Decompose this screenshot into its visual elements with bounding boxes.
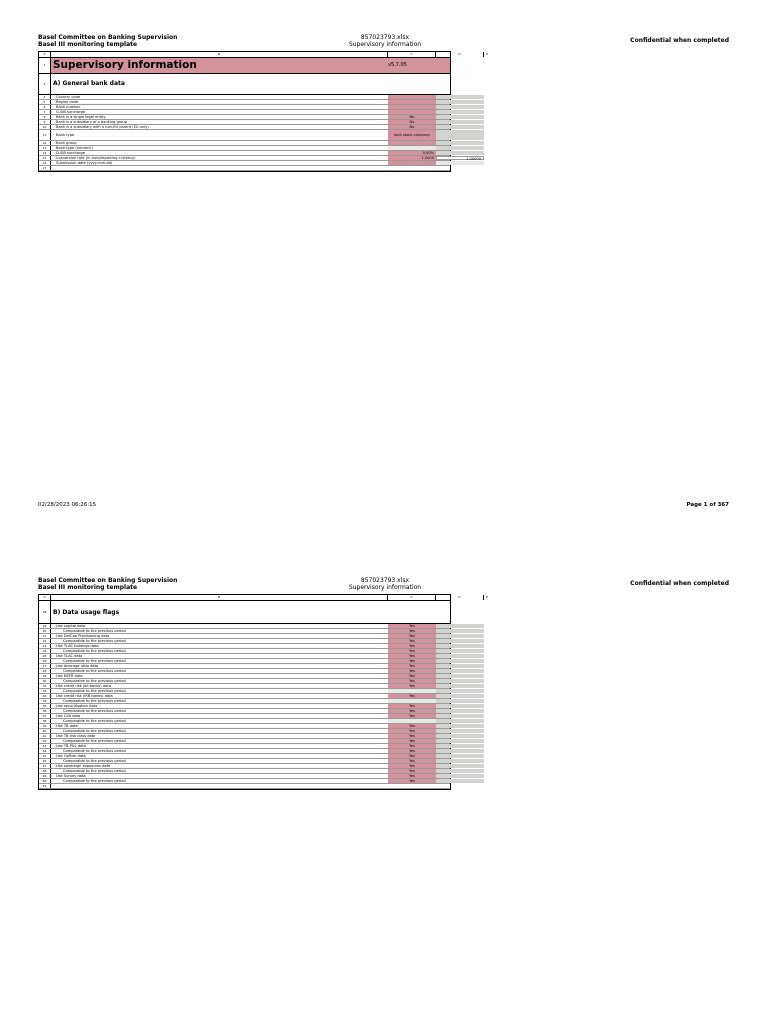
row-label: Use CVA data [56, 714, 81, 718]
header-center [320, 577, 450, 591]
row-label: Comparable to the previous period [63, 649, 126, 653]
row-label: Use TB P&L data [56, 744, 86, 748]
header-org: Basel Committee on Banking Supervision [38, 577, 178, 584]
input-cell-c[interactable] [388, 146, 436, 150]
row-number: 21 [39, 634, 51, 638]
flag-cell-c[interactable] [388, 699, 436, 703]
input-cell-c[interactable]: No [388, 115, 436, 119]
row-number: 4 [39, 95, 51, 99]
input-cell-c[interactable]: 0.00% [388, 151, 436, 155]
row-number: 40 [39, 729, 51, 733]
row-label: Comparable to the previous period [63, 729, 126, 733]
flag-cell-c[interactable]: Yes [388, 659, 436, 663]
row-number: 19 [39, 624, 51, 628]
input-cell-c[interactable]: 1.0000 [388, 156, 436, 160]
header-file: 857023793.xlsx [360, 577, 410, 584]
locked-cell-d [436, 105, 484, 109]
locked-cell-d [436, 764, 484, 768]
row-number: 31 [39, 684, 51, 688]
locked-cell-d [436, 704, 484, 708]
col-header-c[interactable]: C [388, 595, 436, 600]
row-number: 8 [39, 115, 51, 119]
row-number: 24 [39, 649, 51, 653]
flag-cell-c[interactable]: Yes [388, 624, 436, 628]
flag-cell-c[interactable]: Yes [388, 769, 436, 773]
row-label: Bank is a subsidiary with a non-EU parent (EU only) [56, 125, 149, 129]
row-number: 10 [39, 125, 51, 129]
row-number: 12 [39, 141, 51, 145]
row-number: 6 [39, 105, 51, 109]
row-label: Bank is a subsidiary of a banking group [56, 120, 127, 124]
table-row [39, 130, 450, 141]
flag-cell-c[interactable]: Yes [388, 644, 436, 648]
flag-cell-c[interactable]: Yes [388, 779, 436, 783]
input-cell-c[interactable] [388, 141, 436, 145]
locked-cell-d [436, 684, 484, 688]
locked-cell-d [436, 644, 484, 648]
data-usage-flag-rows [39, 624, 450, 789]
section-row-b [39, 601, 450, 624]
col-header-b[interactable]: B [51, 52, 388, 57]
section-row-a [39, 74, 450, 95]
row-number: 18 [39, 601, 51, 623]
row-number: 29 [39, 674, 51, 678]
row-number: 13 [39, 146, 51, 150]
locked-cell-d [436, 624, 484, 628]
locked-cell-d [436, 734, 484, 738]
header-left [38, 34, 177, 48]
row-number: 46 [39, 759, 51, 763]
col-header-d[interactable]: D [436, 595, 484, 600]
input-cell-c[interactable] [388, 161, 436, 165]
col-header-b[interactable]: B [51, 595, 388, 600]
row-label: Bank is a single legal entity [56, 115, 106, 119]
sheet-page-1 [38, 51, 488, 172]
row-label: G-SIB surcharge [56, 110, 85, 114]
locked-cell-d [436, 769, 484, 773]
locked-cell-d [436, 95, 484, 99]
row-number: 5 [39, 100, 51, 104]
input-cell-c[interactable]: Joint stock company [388, 130, 436, 140]
col-header-a[interactable]: A [39, 52, 51, 57]
row-label: Use credit risk (all banks) data [56, 684, 111, 688]
row-number: 48 [39, 769, 51, 773]
header-left [38, 577, 177, 591]
locked-cell-d [436, 639, 484, 643]
header-file: 857023793.xlsx [360, 34, 410, 41]
row-label: Use TLAC data [56, 654, 83, 658]
flag-cell-c[interactable] [388, 719, 436, 723]
row-label: Comparable to the previous period [63, 699, 126, 703]
flag-cell-c[interactable]: Yes [388, 629, 436, 633]
locked-cell-d [436, 654, 484, 658]
row-label: Bank type (numeric) [56, 146, 93, 150]
locked-cell-d [436, 719, 484, 723]
locked-cell-d [436, 100, 484, 104]
row-label: Comparable to the previous period [63, 779, 126, 783]
flag-cell-c[interactable]: Yes [388, 679, 436, 683]
row-number: 37 [39, 714, 51, 718]
row-number: 38 [39, 719, 51, 723]
row-label: Use TB data [56, 724, 78, 728]
flag-cell-c[interactable]: Yes [388, 704, 436, 708]
row-number: 34 [39, 699, 51, 703]
row-number: 26 [39, 659, 51, 663]
row-label: Use Survey data [56, 774, 86, 778]
row-number: 39 [39, 724, 51, 728]
locked-cell-d [436, 166, 484, 170]
row-number: 28 [39, 669, 51, 673]
row-label: Use securitisation data [56, 704, 98, 708]
row-number: 36 [39, 709, 51, 713]
row-number: 41 [39, 734, 51, 738]
flag-cell-c[interactable]: Yes [388, 739, 436, 743]
row-number: 43 [39, 744, 51, 748]
row-label: Use credit risk (IRB banks) data [56, 694, 113, 698]
locked-cell-d [436, 669, 484, 673]
row-label: Comparable to the previous period [63, 659, 126, 663]
row-label: Comparable to the previous period [63, 759, 126, 763]
sheet-page-2 [38, 594, 488, 790]
locked-cell-d [436, 694, 484, 698]
locked-cell-d [436, 774, 484, 778]
title-row [39, 58, 450, 74]
flag-cell-c [388, 784, 436, 788]
page-title: Supervisory information [53, 59, 197, 71]
header-sheet: Supervisory information [348, 41, 422, 48]
section-title-a: A) General bank data [53, 80, 125, 87]
row-label: Use TLAC holdings data [56, 644, 99, 648]
col-header-a[interactable]: A [39, 595, 51, 600]
row-number: 44 [39, 749, 51, 753]
row-label: Comparable to the previous period [63, 639, 126, 643]
locked-cell-d [436, 161, 484, 165]
flag-cell-c[interactable]: Yes [388, 734, 436, 738]
table-row [39, 784, 450, 789]
row-number: 9 [39, 120, 51, 124]
locked-cell-d [436, 634, 484, 638]
row-number: 45 [39, 754, 51, 758]
locked-cell-d [436, 679, 484, 683]
locked-cell-d [436, 749, 484, 753]
row-number: 35 [39, 704, 51, 708]
locked-cell-d [436, 125, 484, 129]
row-label: Bank group [56, 141, 77, 145]
row-number: 14 [39, 151, 51, 155]
row-label: Country code [56, 95, 81, 99]
footer-date: 02/28/2023 06:26:15 [38, 502, 97, 508]
flag-cell-c[interactable]: Yes [388, 754, 436, 758]
row-label: Comparable to the previous period [63, 769, 126, 773]
locked-cell-d [436, 709, 484, 713]
locked-cell-d [436, 744, 484, 748]
row-label: Comparable to the previous period [63, 749, 126, 753]
locked-cell-d [436, 110, 484, 114]
flag-cell-c[interactable]: Yes [388, 669, 436, 673]
row-number: 16 [39, 161, 51, 165]
row-number: 33 [39, 694, 51, 698]
general-bank-data-rows [39, 95, 481, 171]
row-number: 23 [39, 644, 51, 648]
input-cell-c [388, 166, 436, 170]
flag-cell-c[interactable]: Yes [388, 684, 436, 688]
row-number: 22 [39, 639, 51, 643]
row-number: 32 [39, 689, 51, 693]
locked-cell-d [436, 699, 484, 703]
row-label: Comparable to the previous period [63, 709, 126, 713]
locked-cell-d [436, 689, 484, 693]
flag-cell-c[interactable]: Yes [388, 709, 436, 713]
col-header-e[interactable]: E [486, 52, 488, 56]
locked-cell-d [436, 759, 484, 763]
flag-cell-c[interactable]: Yes [388, 639, 436, 643]
row-number: 42 [39, 739, 51, 743]
flag-cell-c[interactable]: Yes [388, 764, 436, 768]
row-number: 20 [39, 629, 51, 633]
footer-page: Page 1 of 367 [686, 502, 729, 508]
row-label: Comparable to the previous period [63, 669, 126, 673]
locked-cell-d [436, 130, 484, 140]
locked-cell-d [436, 754, 484, 758]
locked-cell-d [436, 141, 484, 145]
row-label: Submission date (yyyy-mm-dd) [56, 161, 113, 165]
input-cell-c[interactable] [388, 110, 436, 114]
locked-cell-d [436, 151, 484, 155]
row-number: 50 [39, 779, 51, 783]
locked-cell-d [436, 674, 484, 678]
row-label: Comparable to the previous period [63, 739, 126, 743]
row-label: Bank number [56, 105, 81, 109]
row-label: Use capital data [56, 624, 86, 628]
locked-cell-d [436, 629, 484, 633]
locked-cell-d: 1.00000 [436, 156, 484, 160]
row-number: 15 [39, 156, 51, 160]
flag-cell-c[interactable]: Yes [388, 749, 436, 753]
row-label: Region code [56, 100, 79, 104]
col-header-e[interactable]: E [486, 595, 488, 599]
header-sheet: Supervisory information [348, 584, 422, 591]
locked-cell-d [436, 664, 484, 668]
row-number: 11 [39, 130, 51, 140]
flag-cell-c[interactable]: Yes [388, 759, 436, 763]
locked-cell-d [436, 714, 484, 718]
flag-cell-c[interactable]: Yes [388, 729, 436, 733]
row-number: 49 [39, 774, 51, 778]
row-label: Comparable to the previous period [63, 679, 126, 683]
locked-cell-d [436, 649, 484, 653]
col-header-d[interactable]: D [436, 52, 484, 57]
flag-cell-c[interactable]: Yes [388, 649, 436, 653]
row-label: Use DefCap Provisioning data [56, 634, 110, 638]
row-number: 7 [39, 110, 51, 114]
flag-cell-c[interactable]: Yes [388, 694, 436, 698]
flag-cell-c[interactable]: Yes [388, 654, 436, 658]
input-cell-c[interactable]: No [388, 120, 436, 124]
row-label: Use NSFR data [56, 674, 83, 678]
header-confidential: Confidential when completed [630, 580, 729, 587]
row-label: Conversion rate (in euro/reporting currency) [56, 156, 136, 160]
header-center [320, 34, 450, 48]
input-cell-c[interactable] [388, 95, 436, 99]
header-org: Basel Committee on Banking Supervision [38, 34, 178, 41]
row-label: Use TB risk class data [56, 734, 96, 738]
section-title-b: B) Data usage flags [53, 609, 120, 616]
flag-cell-c[interactable]: Yes [388, 774, 436, 778]
row-number: 1 [39, 58, 51, 73]
header-template: Basel III monitoring template [38, 584, 138, 591]
flag-cell-c[interactable] [388, 689, 436, 693]
row-label: Use leverage ratio data [56, 664, 99, 668]
row-label: Comparable to the previous period [63, 629, 126, 633]
input-cell-c[interactable] [388, 100, 436, 104]
row-label: Use OpRisk data [56, 754, 86, 758]
row-label: Comparable to the previous period [63, 719, 126, 723]
flag-cell-c[interactable]: Yes [388, 724, 436, 728]
flag-cell-c[interactable]: Yes [388, 674, 436, 678]
flag-cell-c[interactable]: Yes [388, 714, 436, 718]
locked-cell-d [436, 724, 484, 728]
locked-cell-d [436, 779, 484, 783]
row-number: 30 [39, 679, 51, 683]
header-template: Basel III monitoring template [38, 41, 138, 48]
input-cell-c[interactable] [388, 105, 436, 109]
row-number: 27 [39, 664, 51, 668]
locked-cell-d [436, 146, 484, 150]
row-label: Comparable to the previous period [63, 689, 126, 693]
header-confidential: Confidential when completed [630, 37, 729, 44]
table-row [39, 166, 450, 171]
locked-cell-d [436, 120, 484, 124]
row-number: 25 [39, 654, 51, 658]
locked-cell-d [436, 784, 484, 788]
flag-cell-c[interactable]: Yes [388, 634, 436, 638]
row-number: 17 [39, 166, 51, 170]
row-number: 51 [39, 784, 51, 788]
locked-cell-d [436, 729, 484, 733]
flag-cell-c[interactable]: Yes [388, 664, 436, 668]
input-cell-c[interactable]: No [388, 125, 436, 129]
locked-cell-d [436, 115, 484, 119]
flag-cell-c[interactable]: Yes [388, 744, 436, 748]
row-label: D-SIB surcharge [56, 151, 85, 155]
row-label: Bank type [56, 133, 75, 137]
row-number: 47 [39, 764, 51, 768]
row-label: Use sovereign exposures data [56, 764, 111, 768]
row-number: 2 [39, 74, 51, 94]
col-header-c[interactable]: C [388, 52, 436, 57]
locked-cell-d [436, 739, 484, 743]
version-label: v5.7.05 [388, 62, 407, 68]
locked-cell-d [436, 659, 484, 663]
